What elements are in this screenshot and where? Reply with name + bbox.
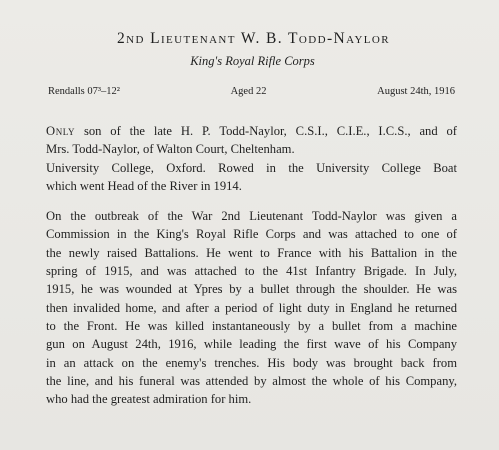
meta-row <box>48 86 457 97</box>
page-title: 2nd Lieutenant W. B. Todd-Naylor <box>117 30 390 47</box>
text-line: spring of 1915, and was attached to the 41st Infantry Brigade. In July, <box>46 264 457 279</box>
paragraph-service <box>46 207 457 408</box>
text-line: the line, and his funeral was attended by almost the whole of his Company, <box>46 373 457 388</box>
text-line: Mrs. Todd-Naylor, of Walton Court, Cheltenham. <box>46 142 295 157</box>
text-line: then invalided home, and after a period of light duty in England he returned <box>46 300 457 315</box>
text-line: in an attack on the enemy's trenches. His body was brought back from <box>46 355 457 370</box>
text-line: Commission in the King's Royal Rifle Corps and was attached to one of <box>46 227 457 242</box>
drop-lead-word: Only <box>46 124 76 138</box>
text-line: On the outbreak of the War 2nd Lieutenant Todd-Naylor was given a <box>46 209 457 224</box>
regiment-subtitle: King's Royal Rifle Corps <box>190 54 315 68</box>
paragraph-family <box>46 122 457 195</box>
text-line: the newly raised Battalions. He went to France with his Battalion in the <box>46 245 457 260</box>
age: Aged 22 <box>230 86 267 97</box>
text-line: Only son of the late H. P. Todd-Naylor, C.S.I., C.I.E., I.C.S., and of <box>46 124 457 138</box>
text-line: 1915, he was wounded at Ypres by a bullet through the shoulder. He was <box>46 282 457 297</box>
house-years: Rendalls 07³–12² <box>48 86 120 97</box>
death-date: August 24th, 1916 <box>377 86 455 97</box>
text-line: to the Front. He was killed instantaneously by a bullet from a machine <box>46 318 457 333</box>
text-line: gun on August 24th, 1916, while leading the first wave of his Company <box>46 337 457 352</box>
text-line: University College, Oxford. Rowed in the University College Boat <box>46 160 457 175</box>
text-line: who had the greatest admiration for him. <box>46 392 252 407</box>
biography-text <box>46 122 457 408</box>
text-line: which went Head of the River in 1914. <box>46 178 242 193</box>
